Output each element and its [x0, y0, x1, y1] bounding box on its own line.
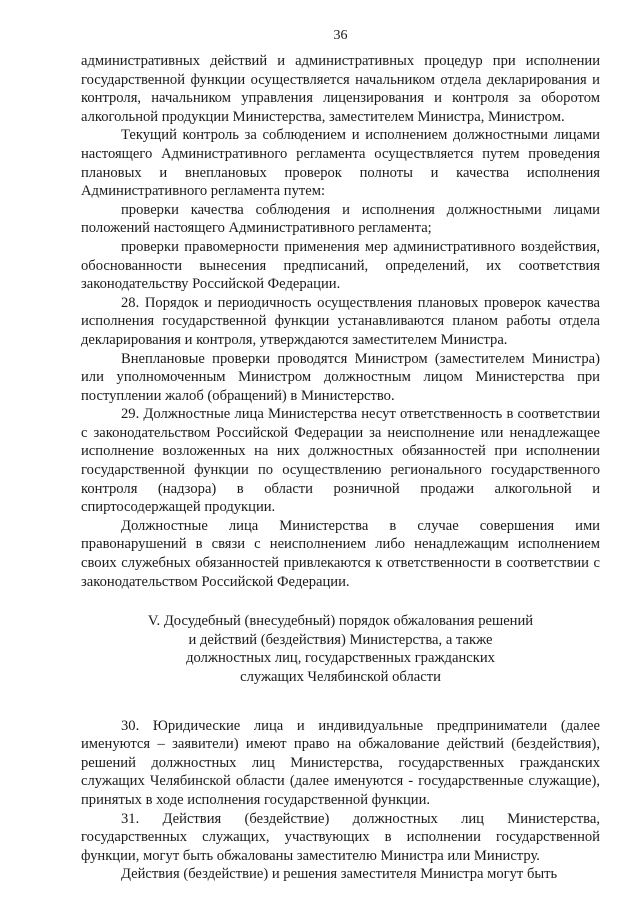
paragraph: проверки правомерности применения мер административного воздействия, обоснованности вынесения предписаний, определений, их соответствия законодательству Российской Федерации.	[81, 238, 600, 293]
paragraph: 30. Юридические лица и индивидуальные предприниматели (далее именуются – заявители) имеют право на обжалование действий (бездействия), решений должностных лиц Министерства, государственных гражданских служащих Челябинской области (далее именуются - государственные служащие), принятых в ходе исполнения государственной функции.	[81, 717, 600, 808]
paragraph: Должностные лица Министерства в случае совершения ими правонарушений в связи с неисполнением либо ненадлежащим исполнением своих служебных обязанностей привлекаются к ответственности в соответствии с законодательством Российской Федерации.	[81, 517, 600, 590]
page-number: 36	[333, 28, 348, 43]
paragraph: 31. Действия (бездействие) должностных лиц Министерства, государственных служащих, участвующих в исполнении государственной функции, могут быть обжалованы заместителю Министра или Министру.	[81, 810, 600, 864]
section-heading-line: служащих Челябинской области	[240, 669, 441, 685]
section-heading-line: и действий (бездействия) Министерства, а также	[188, 631, 493, 648]
paragraph: Внеплановые проверки проводятся Министром (заместителем Министра) или уполномоченным Министром должностным лицом Министерства при поступлении жалоб (обращений) в Министерство.	[81, 350, 600, 404]
body-after-section	[81, 717, 600, 884]
paragraph: административных действий и административных процедур при исполнении государственной функции осуществляется начальником отдела декларирования и контроля, начальником управления лицензирования и контроля за оборотом алкогольной продукции Министерства, заместителем Министра, Министром.	[81, 53, 600, 125]
section-heading-line: V. Досудебный (внесудебный) порядок обжалования решений	[147, 613, 534, 630]
paragraph: Действия (бездействие) и решения заместителя Министра могут быть	[121, 866, 558, 883]
paragraph: проверки качества соблюдения и исполнения должностными лицами положений настоящего Административного регламента;	[81, 201, 600, 237]
body-before-section	[81, 52, 600, 591]
paragraph: 29. Должностные лица Министерства несут ответственность в соответствии с законодательством Российской Федерации за неисполнение или ненадлежащее исполнение возложенных на них должностных обязанностей при исполнении государственной функции по осуществлению регионального государственного контроля (надзора) в области розничной продажи алкогольной и спиртосодержащей продукции.	[81, 406, 600, 516]
section-heading-line: должностных лиц, государственных гражданских	[186, 650, 495, 667]
section-heading	[81, 612, 600, 686]
paragraph: 28. Порядок и периодичность осуществления плановых проверок качества исполнения государственной функции устанавливаются планом работы отдела декларирования и контроля, утверждаются заместителем Министра.	[81, 294, 600, 348]
paragraph: Текущий контроль за соблюдением и исполнением должностными лицами настоящего Административного регламента осуществляется путем проведения плановых и внеплановых проверок полноты и качества исполнения Административного регламента путем:	[81, 127, 600, 200]
